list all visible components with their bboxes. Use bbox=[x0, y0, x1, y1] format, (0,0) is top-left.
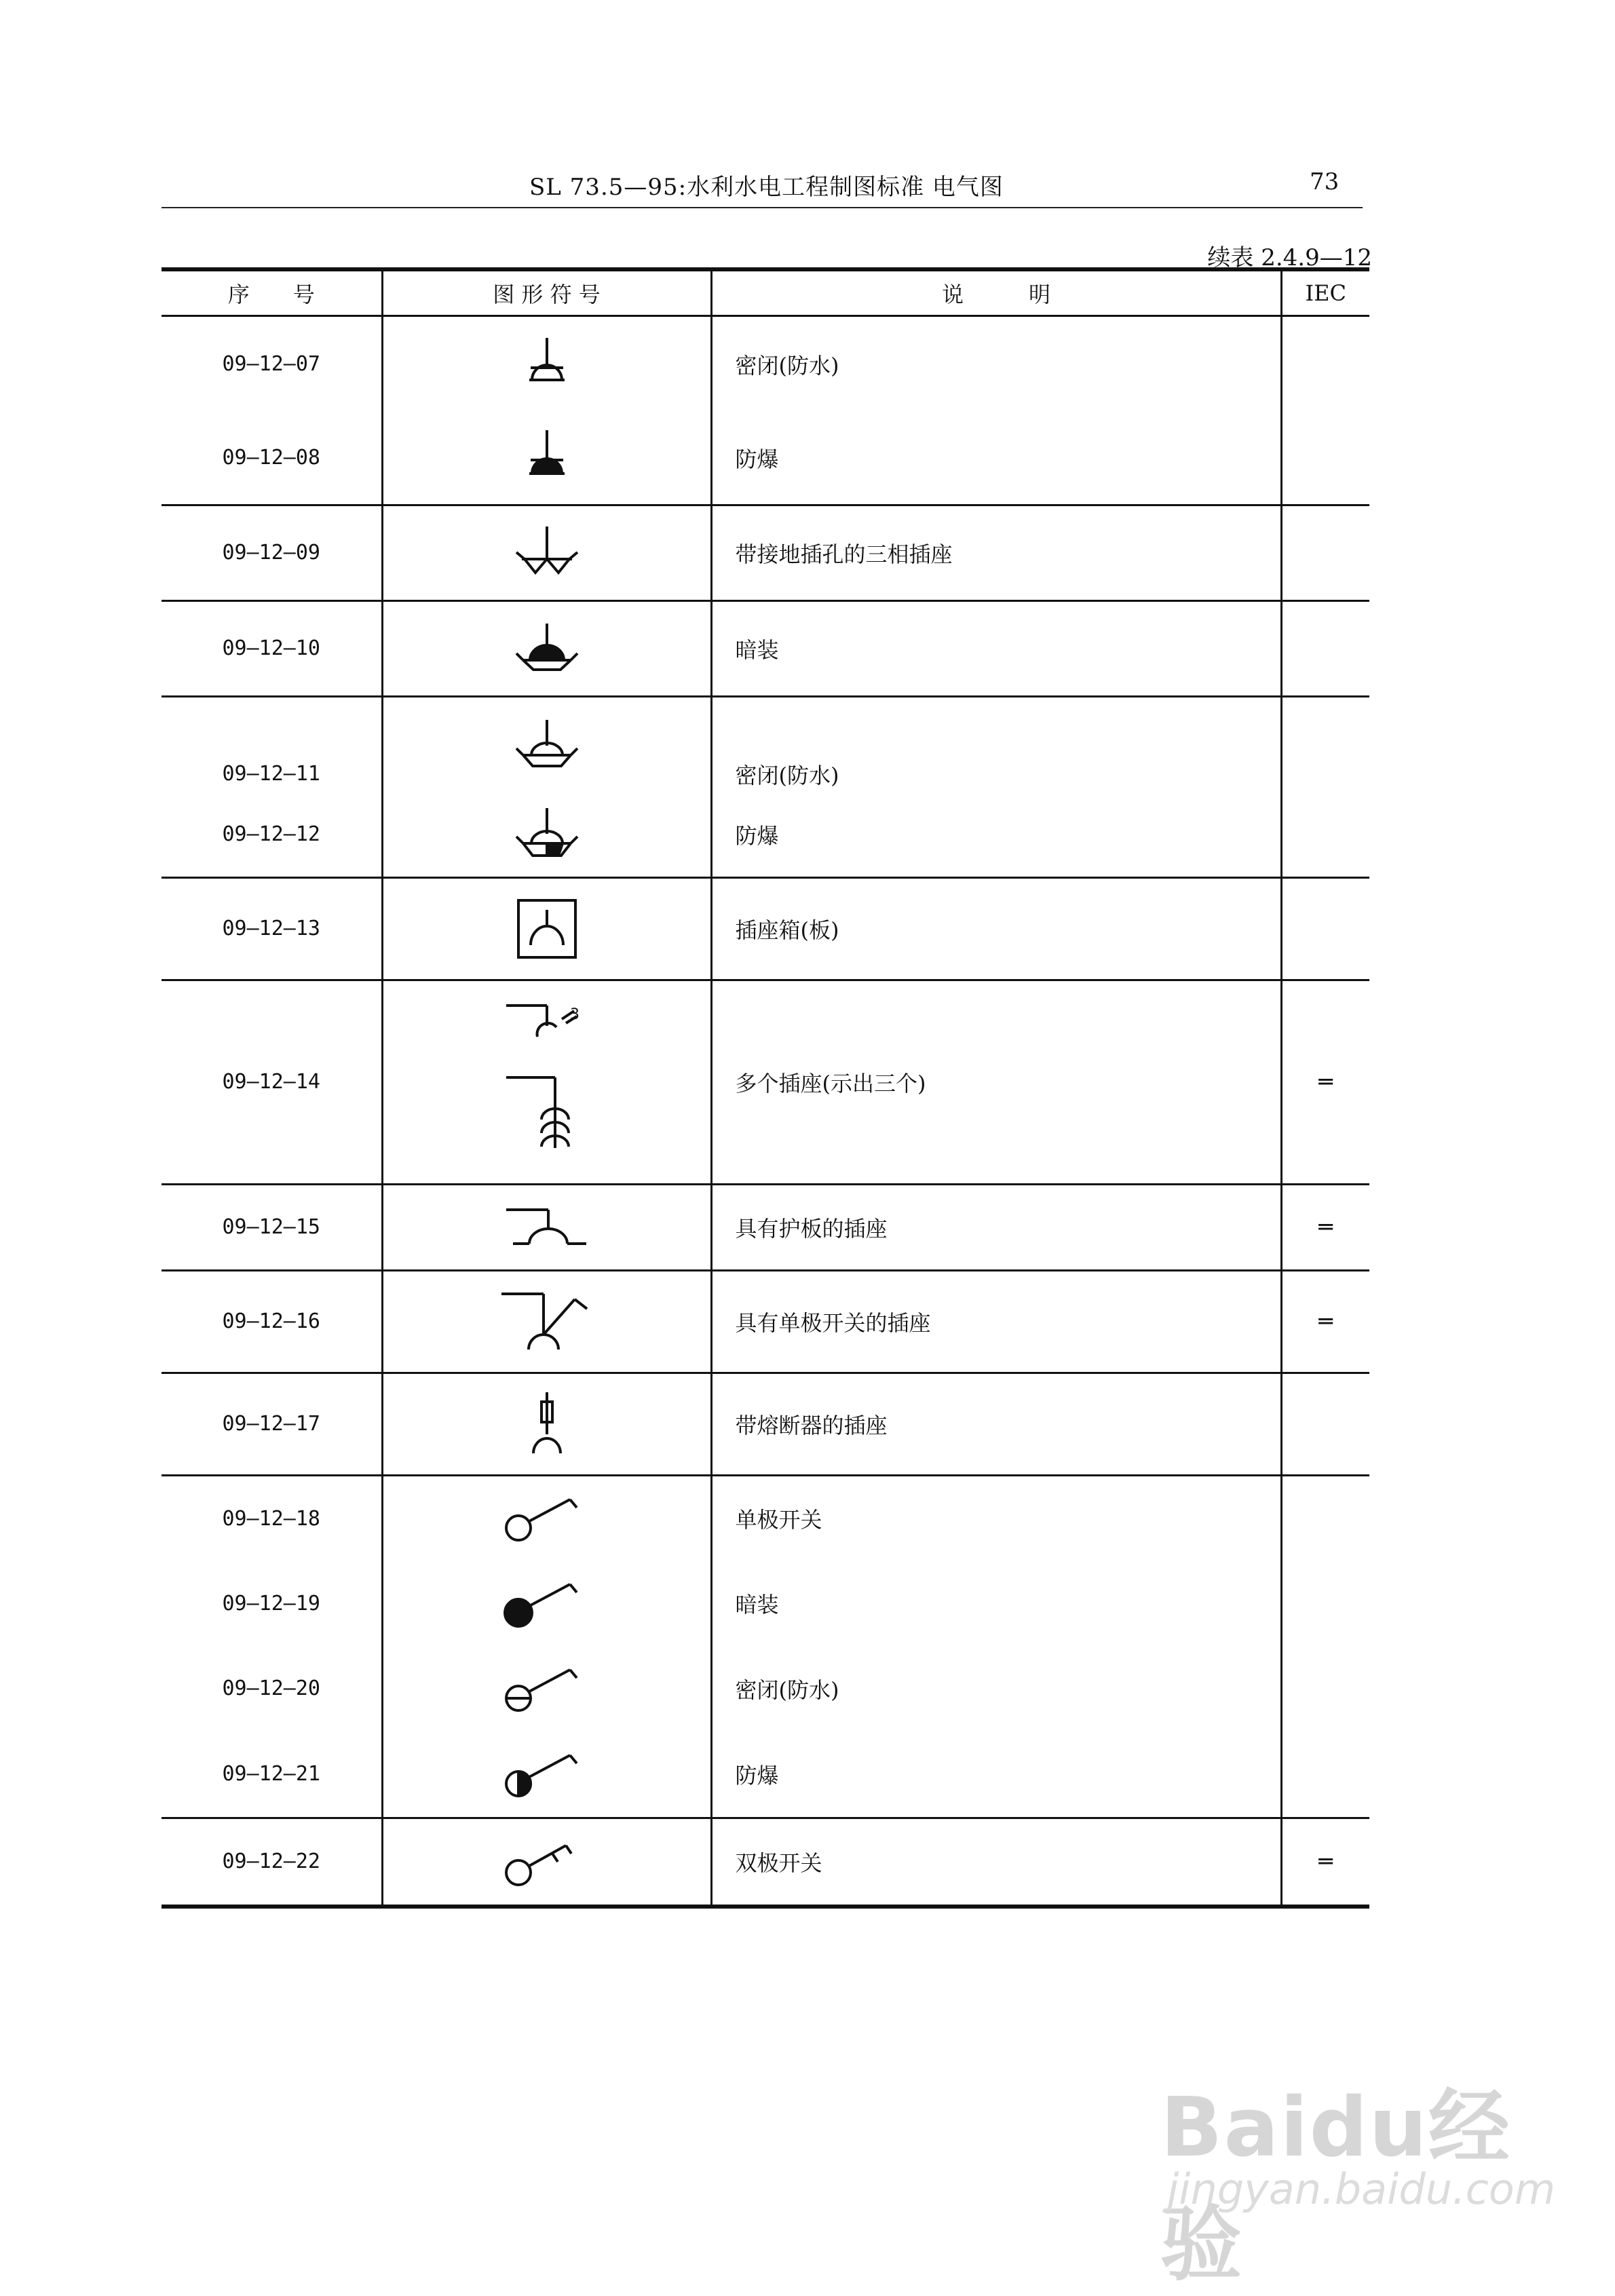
desc-cell bbox=[711, 1184, 1281, 1270]
desc-value: 插座箱(板) bbox=[735, 917, 839, 943]
seq-cell bbox=[162, 980, 382, 1184]
seq-cell bbox=[162, 877, 382, 980]
seq-cell bbox=[162, 1184, 382, 1270]
desc-cell bbox=[711, 1818, 1281, 1907]
symbol-cell bbox=[382, 1270, 711, 1373]
desc-value: 多个插座(示出三个) bbox=[735, 1070, 926, 1096]
seq-cell bbox=[162, 600, 382, 696]
seq-cell bbox=[162, 696, 382, 877]
iec-cell bbox=[1281, 505, 1369, 600]
seq-value: 09—12—21 bbox=[222, 1762, 320, 1786]
desc-cell bbox=[711, 600, 1281, 696]
table-row bbox=[162, 877, 1369, 980]
socket-explosion-proof-icon bbox=[520, 427, 574, 489]
desc-cell bbox=[711, 696, 1281, 877]
socket-with-switch-icon bbox=[496, 1284, 598, 1359]
symbol-cell bbox=[382, 1475, 711, 1818]
iec-cell bbox=[1281, 696, 1369, 877]
iec-cell bbox=[1281, 1184, 1369, 1270]
table-row bbox=[162, 1373, 1369, 1475]
three-phase-socket-earth-icon bbox=[510, 522, 584, 583]
table-continued-label: 续表 2.4.9—12 bbox=[1207, 244, 1372, 271]
column-header-symbol: 图 形 符 号 bbox=[382, 269, 711, 315]
iec-mark: ═ bbox=[1318, 1213, 1333, 1241]
desc-cell bbox=[711, 980, 1281, 1184]
running-header-title: SL 73.5—95:水利水电工程制图标准 电气图 bbox=[529, 174, 1004, 201]
seq-value: 09—12—07 bbox=[222, 352, 320, 376]
desc-cell bbox=[711, 1373, 1281, 1475]
symbol-cell bbox=[382, 877, 711, 980]
table-row bbox=[162, 1818, 1369, 1907]
desc-cell bbox=[711, 1475, 1281, 1818]
seq-value: 09—12—15 bbox=[222, 1215, 320, 1239]
seq-value: 09—12—20 bbox=[222, 1677, 320, 1700]
desc-value: 密闭(防水) bbox=[735, 352, 839, 379]
socket-box-icon bbox=[513, 895, 581, 963]
desc-value: 暗装 bbox=[735, 1592, 779, 1618]
iec-mark: ═ bbox=[1318, 1068, 1333, 1096]
single-pole-switch-icon bbox=[499, 1491, 594, 1546]
socket-sealed-icon bbox=[520, 334, 574, 395]
symbol-cell bbox=[382, 315, 711, 505]
seq-value: 09—12—09 bbox=[222, 541, 320, 565]
symbol-table bbox=[162, 267, 1369, 1909]
seq-value: 09—12—14 bbox=[222, 1070, 320, 1094]
table-header-row bbox=[162, 269, 1369, 315]
desc-value: 暗装 bbox=[735, 636, 779, 663]
watermark-brand: Baidu经验 bbox=[1160, 2081, 1511, 2292]
table-row bbox=[162, 1270, 1369, 1373]
seq-value: 09—12—22 bbox=[222, 1850, 320, 1873]
desc-cell bbox=[711, 877, 1281, 980]
seq-cell bbox=[162, 315, 382, 505]
single-pole-switch-explosion-proof-icon bbox=[499, 1747, 594, 1801]
three-phase-socket-explosion-proof-icon bbox=[510, 804, 584, 865]
three-phase-socket-sealed-icon bbox=[510, 714, 584, 776]
seq-value: 09—12—08 bbox=[222, 446, 320, 470]
column-header-seq: 序 号 bbox=[162, 269, 382, 315]
desc-value: 密闭(防水) bbox=[735, 762, 839, 788]
desc-cell bbox=[711, 1270, 1281, 1373]
socket-shutter-icon bbox=[499, 1200, 594, 1255]
iec-cell bbox=[1281, 1818, 1369, 1907]
svg-text:3: 3 bbox=[569, 1006, 580, 1023]
desc-value: 密闭(防水) bbox=[735, 1677, 839, 1703]
symbol-cell bbox=[382, 600, 711, 696]
desc-value: 具有护板的插座 bbox=[735, 1215, 888, 1242]
desc-cell bbox=[711, 505, 1281, 600]
desc-value: 防爆 bbox=[735, 822, 779, 849]
symbol-cell bbox=[382, 1818, 711, 1907]
seq-value: 09—12—16 bbox=[222, 1309, 320, 1333]
table-row bbox=[162, 980, 1369, 1184]
seq-cell bbox=[162, 1373, 382, 1475]
double-pole-switch-icon bbox=[499, 1835, 594, 1889]
symbol-cell bbox=[382, 696, 711, 877]
seq-value: 09—12—10 bbox=[222, 636, 320, 660]
seq-value: 09—12—12 bbox=[222, 822, 320, 846]
page-number: 73 bbox=[1310, 168, 1340, 195]
single-pole-switch-sealed-icon bbox=[499, 1662, 594, 1716]
iec-cell bbox=[1281, 980, 1369, 1184]
table-row bbox=[162, 505, 1369, 600]
desc-value: 单极开关 bbox=[735, 1507, 822, 1533]
seq-value: 09—12—11 bbox=[222, 761, 320, 786]
seq-cell bbox=[162, 505, 382, 600]
desc-value: 具有单极开关的插座 bbox=[735, 1309, 931, 1336]
iec-cell bbox=[1281, 315, 1369, 505]
three-phase-socket-concealed-icon bbox=[510, 618, 584, 679]
table-row-group bbox=[162, 315, 1369, 505]
seq-cell bbox=[162, 1270, 382, 1373]
iec-cell bbox=[1281, 877, 1369, 980]
single-pole-switch-concealed-icon bbox=[499, 1576, 594, 1630]
column-header-desc: 说 明 bbox=[711, 269, 1281, 315]
multiple-sockets-icon bbox=[499, 997, 594, 1167]
seq-value: 09—12—13 bbox=[222, 917, 320, 940]
iec-mark: ═ bbox=[1318, 1307, 1333, 1335]
iec-cell bbox=[1281, 1373, 1369, 1475]
socket-with-fuse-icon bbox=[520, 1387, 574, 1461]
symbol-cell bbox=[382, 505, 711, 600]
iec-mark: ═ bbox=[1318, 1848, 1333, 1875]
seq-value: 09—12—19 bbox=[222, 1591, 320, 1615]
desc-value: 双极开关 bbox=[735, 1850, 822, 1876]
table-row bbox=[162, 1184, 1369, 1270]
column-header-iec: IEC bbox=[1281, 269, 1369, 315]
table-row-group bbox=[162, 696, 1369, 877]
table-row bbox=[162, 600, 1369, 696]
seq-value: 09—12—17 bbox=[222, 1412, 320, 1436]
desc-value: 防爆 bbox=[735, 446, 779, 472]
watermark-url: jingyan.baidu.com bbox=[1167, 2164, 1556, 2214]
seq-value: 09—12—18 bbox=[222, 1506, 320, 1531]
table-row-group bbox=[162, 1475, 1369, 1818]
symbol-cell bbox=[382, 1184, 711, 1270]
symbol-cell bbox=[382, 1373, 711, 1475]
desc-value: 防爆 bbox=[735, 1762, 779, 1788]
desc-cell bbox=[711, 315, 1281, 505]
iec-cell bbox=[1281, 1270, 1369, 1373]
iec-cell bbox=[1281, 600, 1369, 696]
symbol-cell bbox=[382, 980, 711, 1184]
watermark bbox=[1147, 2022, 1556, 2292]
iec-cell bbox=[1281, 1475, 1369, 1818]
seq-cell bbox=[162, 1818, 382, 1907]
desc-value: 带接地插孔的三相插座 bbox=[735, 541, 953, 567]
seq-cell bbox=[162, 1475, 382, 1818]
desc-value: 带熔断器的插座 bbox=[735, 1412, 888, 1438]
header-rule bbox=[162, 207, 1363, 208]
